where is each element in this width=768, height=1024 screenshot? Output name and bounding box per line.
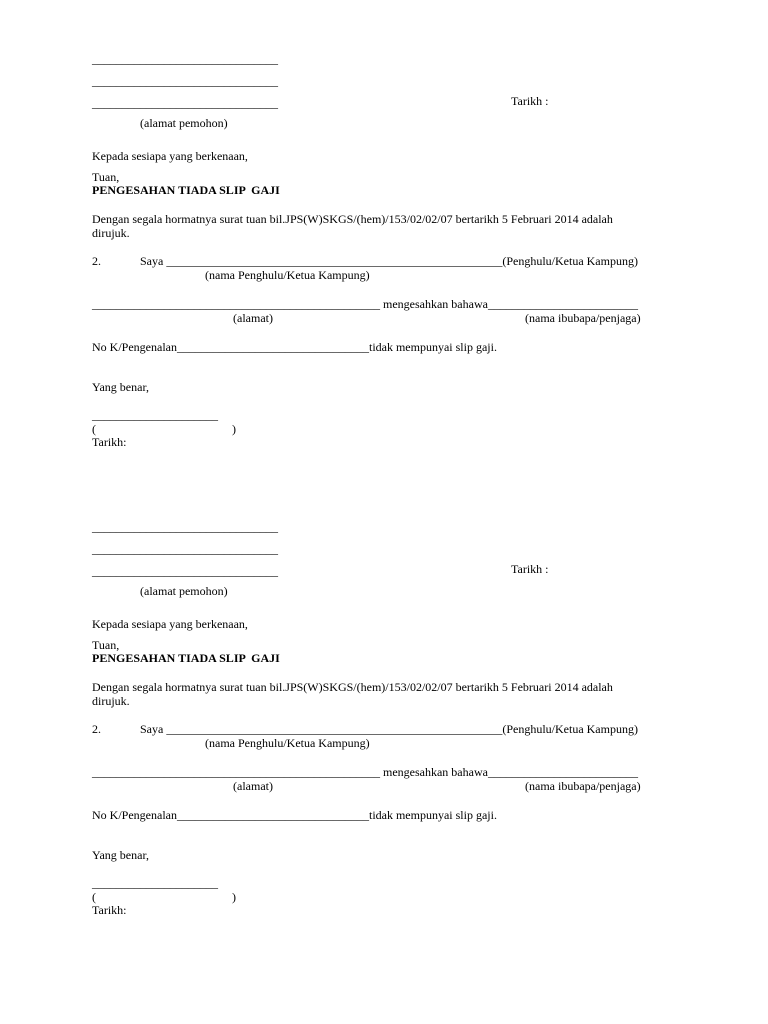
signature-line: _____________________ [92,408,218,422]
ic-number-line: No K/Pengenalan________________________________tidak mempunyai slip gaji. [92,808,497,822]
address-caption: (alamat pemohon) [140,116,228,130]
reference-line-1: Dengan segala hormatnya surat tuan bil.JPS(W)SKGS/(hem)/153/02/02/07 bertarikh 5 Februari 2014 adalah [92,212,613,226]
applicant-address-line-2: _______________________________ [92,542,278,556]
reference-line-1: Dengan segala hormatnya surat tuan bil.JPS(W)SKGS/(hem)/153/02/02/07 bertarikh 5 Februari 2014 adalah [92,680,613,694]
ic-number-line: No K/Pengenalan________________________________tidak mempunyai slip gaji. [92,340,497,354]
alamat-caption: (alamat) [233,779,273,793]
applicant-address-line-1: _______________________________ [92,52,278,66]
signature-date-label: Tarikh: [92,435,127,449]
headman-caption: (nama Penghulu/Ketua Kampung) [205,736,370,750]
letter-1 [0,0,768,449]
address-confirm-line: ________________________________________________ mengesahkan bahawa_________________________ [92,297,638,311]
headman-caption: (nama Penghulu/Ketua Kampung) [205,268,370,282]
date-label: Tarikh : [511,562,549,576]
greeting: Kepada sesiapa yang berkenaan, [92,149,248,163]
address-caption: (alamat pemohon) [140,584,228,598]
salutation: Tuan, [92,170,120,184]
signature-date-label: Tarikh: [92,903,127,917]
signature-name-close-paren: ) [232,422,236,436]
greeting: Kepada sesiapa yang berkenaan, [92,617,248,631]
applicant-address-line-3: _______________________________ [92,96,278,110]
parent-caption: (nama ibubapa/penjaga) [525,779,641,793]
paragraph-number: 2. [92,722,101,736]
closing: Yang benar, [92,380,149,394]
closing: Yang benar, [92,848,149,862]
alamat-caption: (alamat) [233,311,273,325]
subject-heading: PENGESAHAN TIADA SLIP GAJI [92,183,280,197]
headman-statement: Saya ________________________________________________________(Penghulu/Ketua Kampung) [140,254,638,268]
parent-caption: (nama ibubapa/penjaga) [525,311,641,325]
date-label: Tarikh : [511,94,549,108]
applicant-address-line-1: _______________________________ [92,520,278,534]
signature-name-open-paren: ( [92,422,96,436]
paragraph-number: 2. [92,254,101,268]
signature-name-close-paren: ) [232,890,236,904]
reference-line-2: dirujuk. [92,226,130,240]
applicant-address-line-2: _______________________________ [92,74,278,88]
address-confirm-line: ________________________________________________ mengesahkan bahawa_________________________ [92,765,638,779]
reference-line-2: dirujuk. [92,694,130,708]
headman-statement: Saya ________________________________________________________(Penghulu/Ketua Kampung) [140,722,638,736]
salutation: Tuan, [92,638,120,652]
applicant-address-line-3: _______________________________ [92,564,278,578]
subject-heading: PENGESAHAN TIADA SLIP GAJI [92,651,280,665]
letter-2 [0,468,768,917]
signature-line: _____________________ [92,876,218,890]
signature-name-open-paren: ( [92,890,96,904]
